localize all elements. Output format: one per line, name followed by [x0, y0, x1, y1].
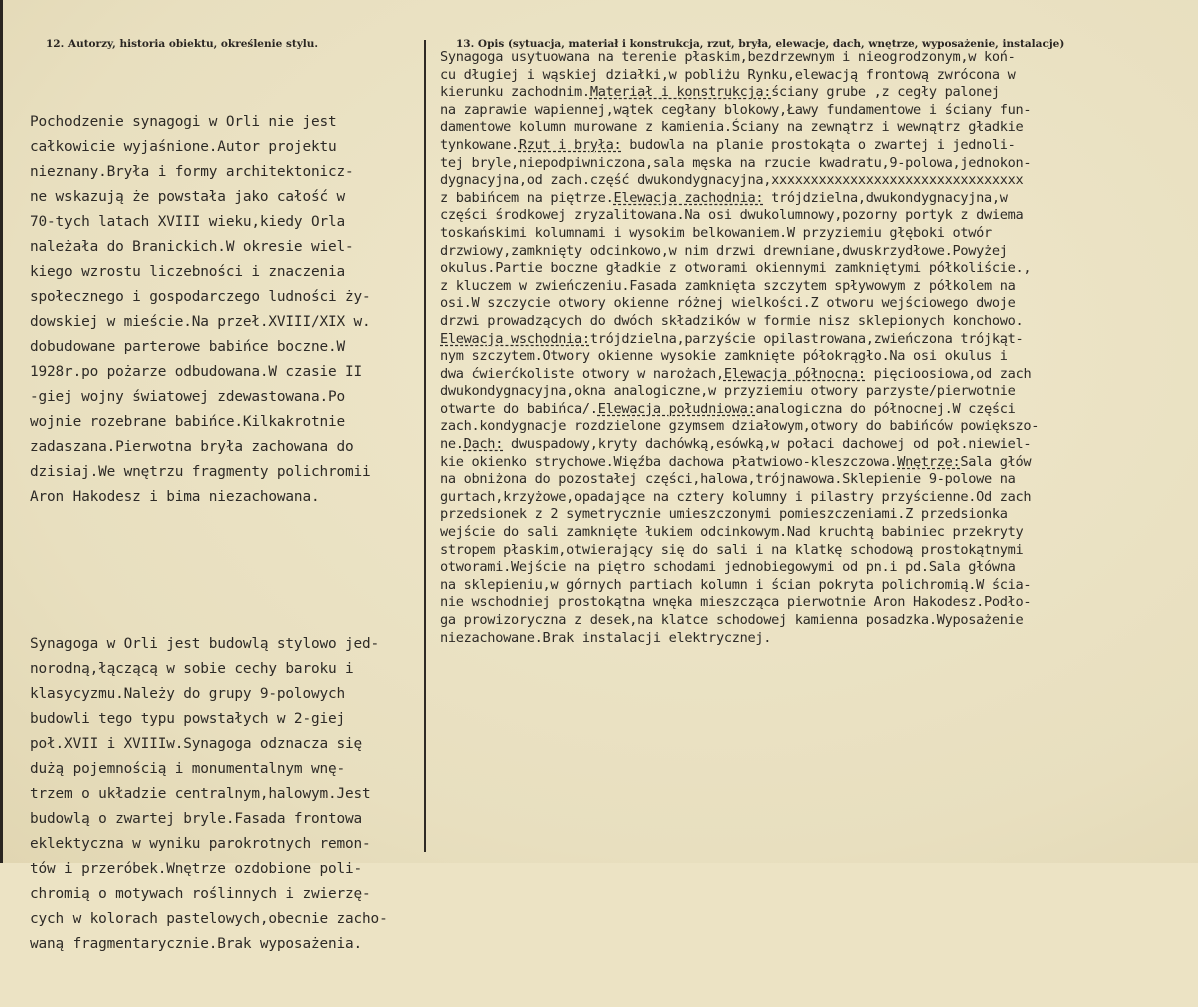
text-line: Aron Hakodesz i bima niezachowana.	[30, 489, 320, 505]
text-line	[440, 594, 1039, 612]
text-line: cych w kolorach pastelowych,obecnie zacho-	[30, 911, 388, 927]
text-segment: dygnacyjna,od zach.część dwukondygnacyjna,xxxxxxxxxxxxxxxxxxxxxxxxxxxxxxxx	[440, 172, 1024, 189]
text-line	[440, 67, 1039, 85]
text-line	[440, 418, 1039, 436]
text-segment: Synagoga usytuowana na terenie płaskim,bezdrzewnym i nieogrodzonym,w koń-	[440, 49, 1016, 65]
text-segment: dwuspadowy,kryty dachówką,esówką,w połaci dachowej od poł.niewiel-	[503, 436, 1032, 453]
text-line: trzem o układzie centralnym,halowym.Jest	[30, 786, 371, 802]
text-line	[440, 225, 1039, 243]
text-line: wojnie rozebrane babińce.Kilkakrotnie	[30, 414, 346, 430]
section-heading-underlined: Dach:	[463, 436, 504, 453]
text-line: eklektyczna w wyniku parokrotnych remon-	[30, 836, 371, 852]
text-line	[440, 612, 1039, 630]
text-segment: toskańskimi kolumnami i wysokim belkowaniem.W przyziemiu głęboki otwór	[440, 224, 992, 241]
text-line	[440, 524, 1039, 542]
section-heading-underlined: Elewacja zachodnia:	[613, 189, 764, 206]
text-segment: okulus.Partie boczne gładkie z otworami okiennymi zamkniętymi półkoliście.,	[440, 260, 1032, 277]
text-line	[440, 190, 1039, 208]
text-line	[440, 489, 1039, 507]
text-line: ne wskazują że powstała jako całość w	[30, 189, 346, 205]
section-heading-underlined: Materiał i konstrukcja:	[589, 84, 772, 101]
text-line	[440, 295, 1039, 313]
text-line	[440, 559, 1039, 577]
section-heading-underlined: Rzut i bryła:	[518, 136, 622, 153]
text-segment: Sala głów	[960, 453, 1032, 470]
text-line: nieznany.Bryła i formy architektonicz-	[30, 164, 354, 180]
text-segment: drzwiowy,zamknięty odcinkowo,w nim drzwi drewniane,dwuskrzydłowe.Powyżej	[440, 242, 1008, 259]
page-edge	[0, 0, 3, 863]
text-segment: niezachowane.Brak instalacji elektrycznej.	[440, 629, 772, 646]
section-heading-underlined: Elewacja południowa:	[597, 400, 756, 417]
text-line: dużą pojemnością i monumentalnym wnę-	[30, 761, 346, 777]
text-line: całkowicie wyjaśnione.Autor projektu	[30, 139, 337, 155]
text-line	[440, 436, 1039, 454]
text-line	[440, 506, 1039, 524]
text-segment: ne.	[440, 436, 464, 453]
text-segment: trójdzielna,dwukondygnacyjna,w	[763, 189, 1008, 206]
text-segment: otwarte do babińca/.	[440, 400, 598, 417]
text-line	[440, 137, 1039, 155]
text-line: 1928r.po pożarze odbudowana.W czasie II	[30, 364, 363, 380]
text-line: kiego wzrostu liczebności i znaczenia	[30, 264, 346, 280]
text-segment: na obniżona do pozostałej części,halowa,trójnawowa.Sklepienie 9-polowe na	[440, 471, 1016, 488]
text-segment: stropem płaskim,otwierający się do sali i na klatkę schodową prostokątnymi	[440, 541, 1024, 558]
text-segment: dwukondygnacyjna,okna analogiczne,w przyziemiu otwory parzyste/pierwotnie	[440, 383, 1016, 400]
text-line	[440, 542, 1039, 560]
text-segment: drzwi prowadzących do dwóch składzików w formie nisz sklepionych konchowo.	[440, 312, 1024, 329]
section-heading-underlined: Elewacja północna:	[723, 365, 866, 382]
text-segment: z babińcem na piętrze.	[440, 189, 614, 206]
text-line	[440, 471, 1039, 489]
paragraph-gap	[30, 560, 388, 582]
text-line	[440, 383, 1039, 401]
text-line	[440, 155, 1039, 173]
text-segment: na zaprawie wapiennej,wątek cegłany blokowy,Ławy fundamentowe i ściany fun-	[440, 101, 1032, 118]
text-line	[440, 577, 1039, 595]
text-line	[440, 84, 1039, 102]
text-segment: trójdzielna,parzyście opilastrowana,zwieńczona trójkąt-	[589, 330, 1024, 347]
text-segment: pięcioosiowa,od zach	[865, 365, 1032, 382]
text-line: dowskiej w mieście.Na przeł.XVIII/XIX w.	[30, 314, 371, 330]
text-segment: wejście do sali zamknięte łukiem odcinkowym.Nad kruchtą babiniec przekryty	[440, 524, 1024, 541]
text-segment: części środkowej zryzalitowana.Na osi dwukolumnowy,pozorny portyk z dwiema	[440, 207, 1024, 224]
text-line: chromią o motywach roślinnych i zwierzę-	[30, 886, 371, 902]
text-segment: dwa ćwierćkoliste otwory w narożach,	[440, 365, 724, 382]
history-text	[30, 60, 388, 1007]
text-line: budowlą o zwartej bryle.Fasada frontowa	[30, 811, 363, 827]
text-line	[440, 630, 1039, 648]
text-segment: tej bryle,niepodpiwniczona,sala męska na rzucie kwadratu,9-polowa,jednokon-	[440, 154, 1032, 171]
text-line	[440, 401, 1039, 419]
text-line: zadaszana.Pierwotna bryła zachowana do	[30, 439, 354, 455]
text-line	[440, 49, 1039, 67]
text-segment: damentowe kolumn murowane z kamienia.Ściany na zewnątrz i wewnątrz gładkie	[440, 119, 1024, 136]
text-segment: ściany grube ,z cegły palonej	[771, 84, 1000, 101]
text-line: należała do Branickich.W okresie wiel-	[30, 239, 354, 255]
text-segment: gurtach,krzyżowe,opadające na cztery kolumny i pilastry przyścienne.Od zach	[440, 488, 1032, 505]
text-line	[440, 243, 1039, 261]
text-segment: na sklepieniu,w górnych partiach kolumn i ścian pokryta polichromią.W ścia-	[440, 576, 1032, 593]
text-segment: cu długiej i wąskiej działki,w pobliżu Rynku,elewacją frontową zwrócona w	[440, 66, 1016, 83]
text-line: waną fragmentarycznie.Brak wyposażenia.	[30, 936, 363, 952]
text-line	[440, 260, 1039, 278]
text-segment: kierunku zachodnim.	[440, 84, 590, 101]
text-segment: z kluczem w zwieńczeniu.Fasada zamknięta szczytem spływowym z półkolem na	[440, 277, 1016, 294]
history-paragraph	[30, 110, 388, 510]
text-line: Synagoga w Orli jest budowlą stylowo jed-	[30, 636, 380, 652]
section-12-header: 12. Autorzy, historia obiektu, określenie stylu.	[46, 38, 319, 50]
text-line: dobudowane parterowe babińce boczne.W	[30, 339, 346, 355]
text-line	[440, 102, 1039, 120]
section-heading-underlined: Wnętrze:	[897, 453, 961, 470]
text-line: Pochodzenie synagogi w Orli nie jest	[30, 114, 337, 130]
text-segment: przedsionek z 2 symetrycznie umieszczonymi pomieszczeniami.Z przedsionka	[440, 506, 1008, 523]
text-line: klasycyzmu.Należy do grupy 9-polowych	[30, 686, 346, 702]
section-13-header: 13. Opis (sytuacja, materiał i konstrukcja, rzut, bryła, elewacje, dach, wnętrze, wyposażenie, instalacje)	[456, 38, 1065, 50]
text-segment: analogiczna do północnej.W części	[755, 400, 1016, 417]
text-line: budowli tego typu powstałych w 2-giej	[30, 711, 346, 727]
text-segment: nym szczytem.Otwory okienne wysokie zamknięte półokrągło.Na osi okulus i	[440, 348, 1008, 365]
text-segment: ga prowizoryczna z desek,na klatce schodowej kamienna posadzka.Wyposażenie	[440, 612, 1024, 628]
text-segment: osi.W szczycie otwory okienne różnej wielkości.Z otworu wejściowego dwoje	[440, 295, 1016, 312]
text-segment: tynkowane.	[440, 136, 519, 153]
column-divider	[424, 40, 426, 852]
text-line: 70-tych latach XVIII wieku,kiedy Orla	[30, 214, 346, 230]
section-heading-underlined: Elewacja wschodnia:	[440, 330, 590, 347]
text-segment: budowla na planie prostokąta o zwartej i jednoli-	[621, 136, 1016, 153]
text-segment: otworami.Wejście na piętro schodami jednobiegowymi od pn.i pd.Sala główna	[440, 559, 1016, 576]
text-segment: zach.kondygnacje rozdzielone gzymsem działowym,otwory do babińców powiększo-	[440, 418, 1040, 435]
text-segment: kie okienko strychowe.Więźba dachowa płatwiowo-kleszczowa.	[440, 453, 898, 470]
style-paragraph	[30, 632, 388, 957]
text-line	[440, 331, 1039, 349]
description-text	[440, 49, 1039, 647]
text-line	[440, 172, 1039, 190]
text-line	[440, 366, 1039, 384]
text-line	[440, 348, 1039, 366]
text-line: tów i przeróbek.Wnętrze ozdobione poli-	[30, 861, 363, 877]
text-line	[440, 454, 1039, 472]
text-line	[440, 313, 1039, 331]
text-line: dzisiaj.We wnętrzu fragmenty polichromii	[30, 464, 371, 480]
text-line	[440, 278, 1039, 296]
text-line: poł.XVII i XVIIIw.Synagoga odznacza się	[30, 736, 363, 752]
text-line: norodną,łączącą w sobie cechy baroku i	[30, 661, 354, 677]
text-line: -giej wojny światowej zdewastowana.Po	[30, 389, 346, 405]
text-line	[440, 119, 1039, 137]
text-line: społecznego i gospodarczego ludności ży-	[30, 289, 371, 305]
text-line	[440, 207, 1039, 225]
text-segment: nie wschodniej prostokątna wnęka mieszcząca pierwotnie Aron Hakodesz.Podło-	[440, 594, 1032, 611]
